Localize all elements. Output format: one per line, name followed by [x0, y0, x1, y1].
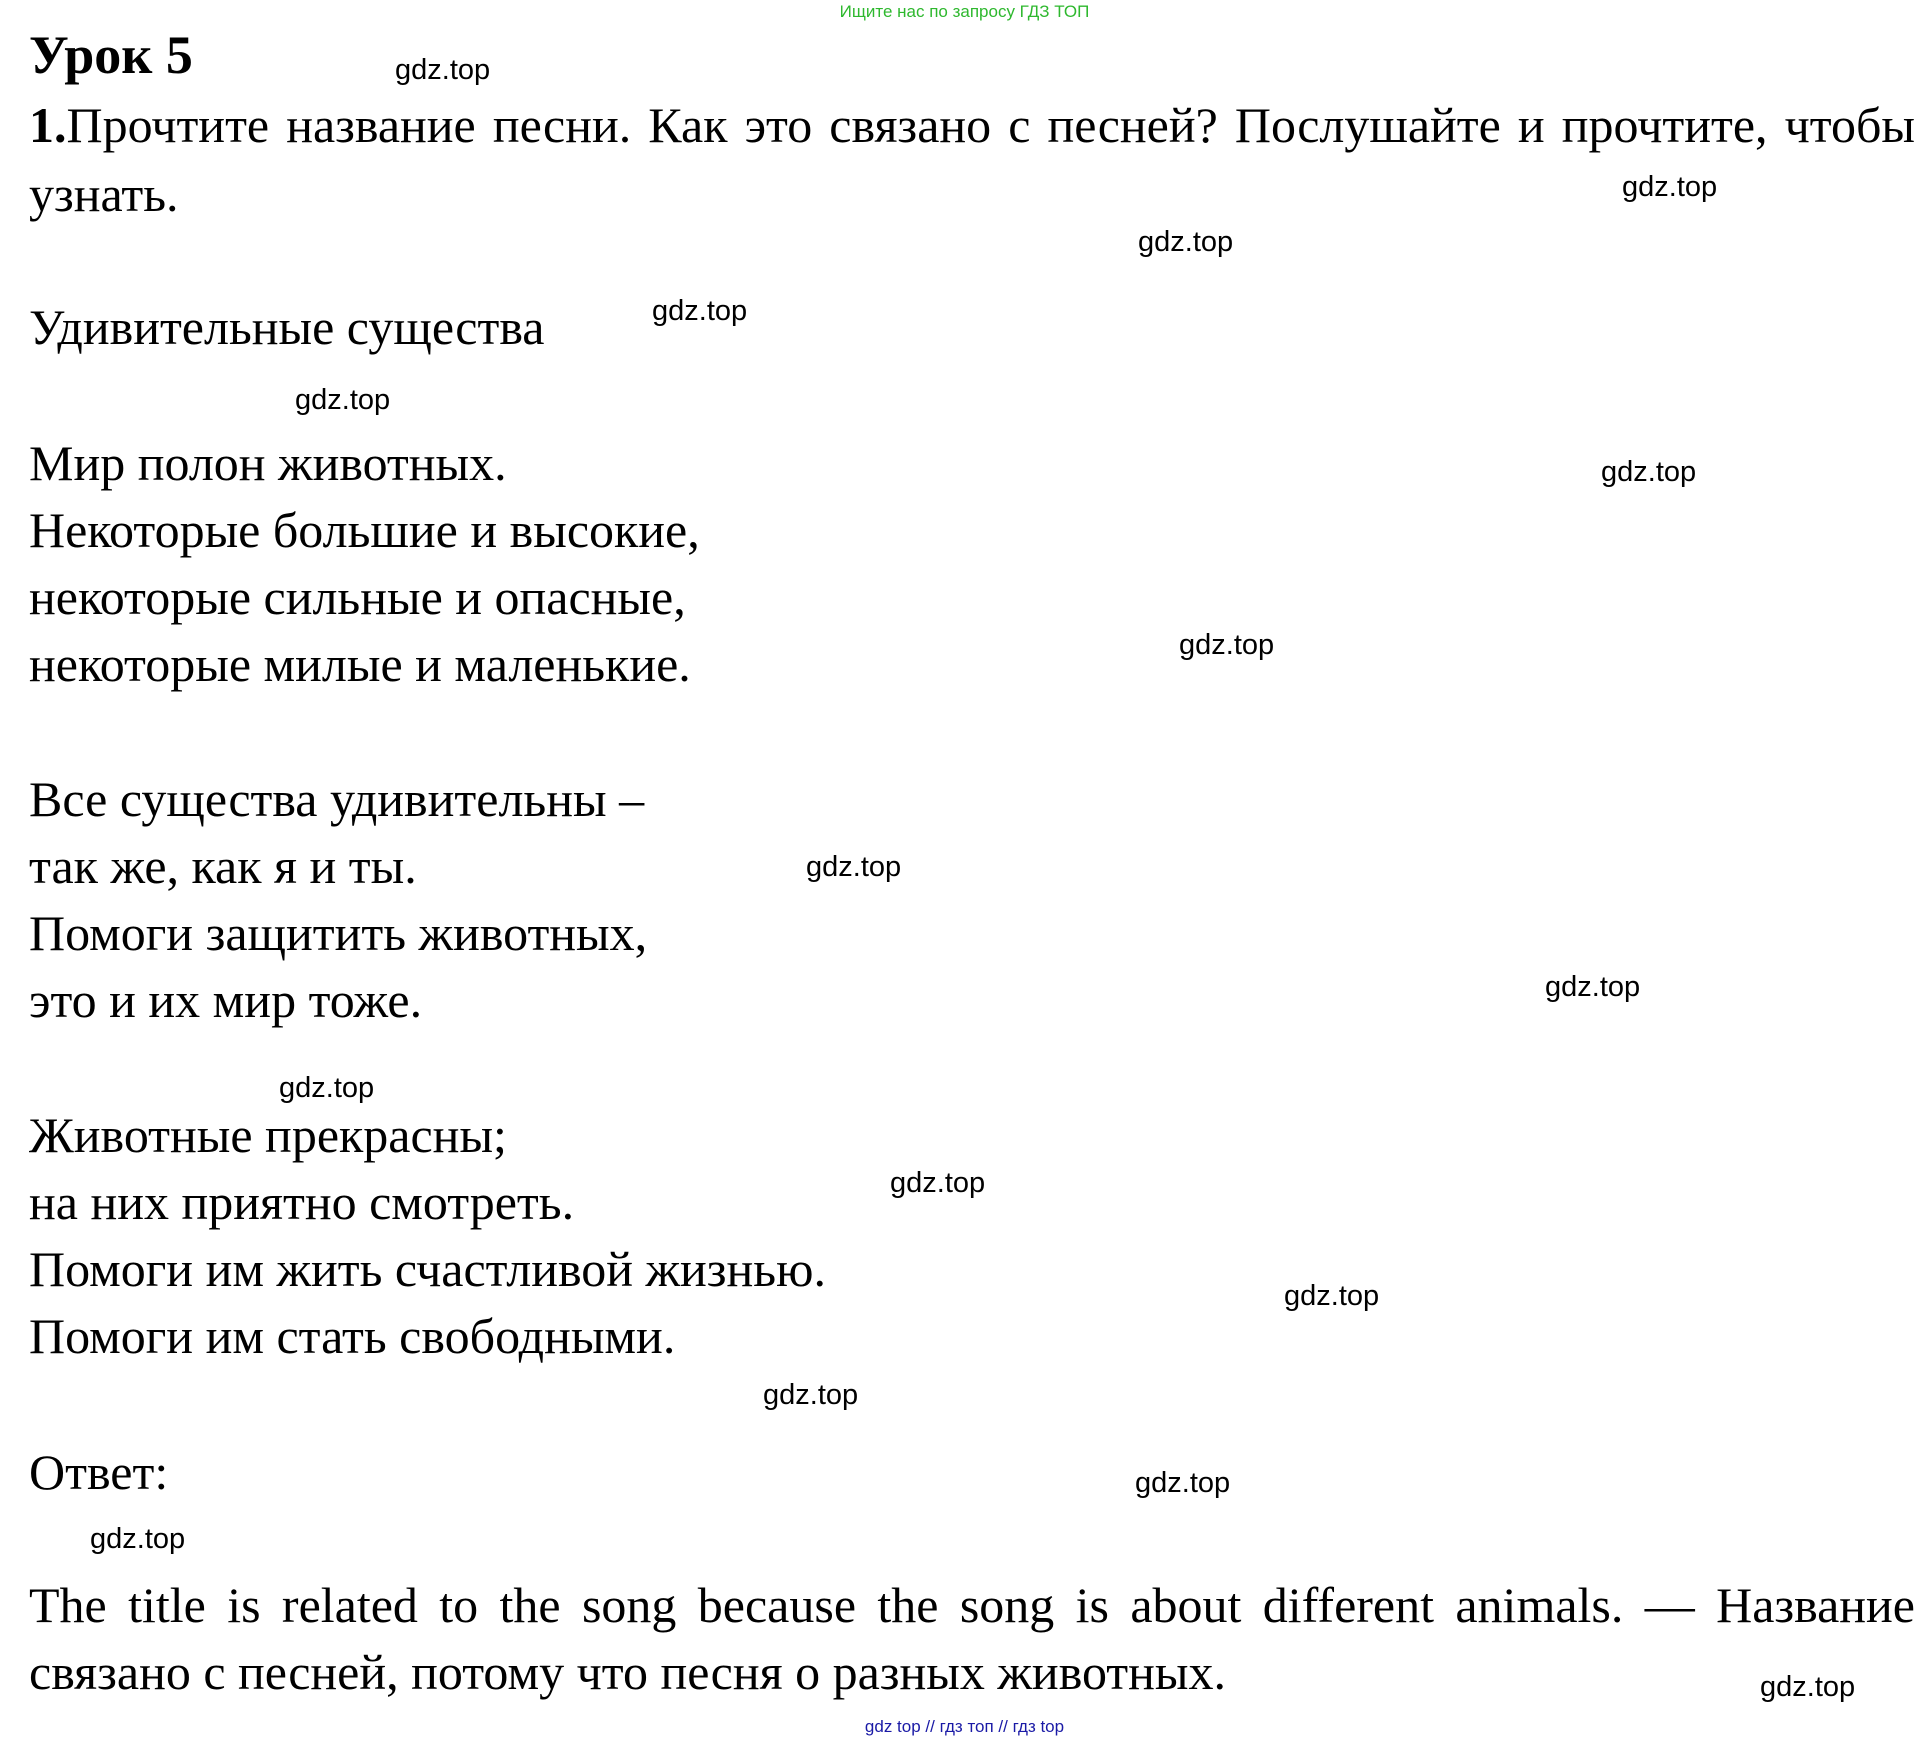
watermark: gdz.top	[1760, 1671, 1856, 1703]
answer-label: Ответ:	[29, 1444, 169, 1500]
verse1-line: некоторые милые и маленькие.	[29, 636, 691, 692]
verse1-line: Мир полон животных.	[29, 435, 507, 491]
verse2-line: Помоги защитить животных,	[29, 905, 648, 961]
verse1-line: некоторые сильные и опасные,	[29, 569, 686, 625]
verse1-line: Некоторые большие и высокие,	[29, 502, 700, 558]
verse2-line: Все существа удивительны –	[29, 771, 645, 827]
footer-note: gdz top // гдз топ // гдз top	[864, 1717, 1065, 1736]
task-number: 1.	[29, 97, 67, 153]
watermark: gdz.top	[1622, 171, 1718, 203]
watermark: gdz.top	[1179, 629, 1275, 661]
watermark: gdz.top	[806, 851, 902, 883]
watermark: gdz.top	[1545, 971, 1641, 1003]
task-paragraph	[29, 91, 1915, 229]
verse2-line: это и их мир тоже.	[29, 972, 423, 1028]
watermark: gdz.top	[90, 1523, 186, 1555]
watermark: gdz.top	[295, 384, 391, 416]
verse3-line: Помоги им жить счастливой жизнью.	[29, 1241, 826, 1297]
task-text: Прочтите название песни. Как это связано с песней? Послушайте и прочтите, чтобы узнать.	[29, 97, 1915, 222]
song-title: Удивительные существа	[29, 299, 545, 355]
watermark: gdz.top	[1135, 1467, 1231, 1499]
watermark: gdz.top	[763, 1379, 859, 1411]
verse3-line: Помоги им стать свободными.	[29, 1308, 676, 1364]
watermark: gdz.top	[890, 1167, 986, 1199]
lesson-title: Урок 5	[29, 25, 193, 85]
answer-text: The title is related to the song because the song is about different animals. — Название связано с песней, потому что песня о разных животных.	[29, 1577, 1915, 1700]
verse3-line: Животные прекрасны;	[29, 1107, 507, 1163]
watermark: gdz.top	[1601, 456, 1697, 488]
verse2-line: так же, как я и ты.	[29, 838, 417, 894]
watermark: gdz.top	[1138, 226, 1234, 258]
watermark: gdz.top	[279, 1072, 375, 1104]
verse3-line: на них приятно смотреть.	[29, 1174, 575, 1230]
watermark: gdz.top	[395, 54, 491, 86]
watermark: gdz.top	[652, 295, 748, 327]
watermark: gdz.top	[1284, 1280, 1380, 1312]
header-note: Ищите нас по запросу ГДЗ ТОП	[839, 2, 1090, 21]
